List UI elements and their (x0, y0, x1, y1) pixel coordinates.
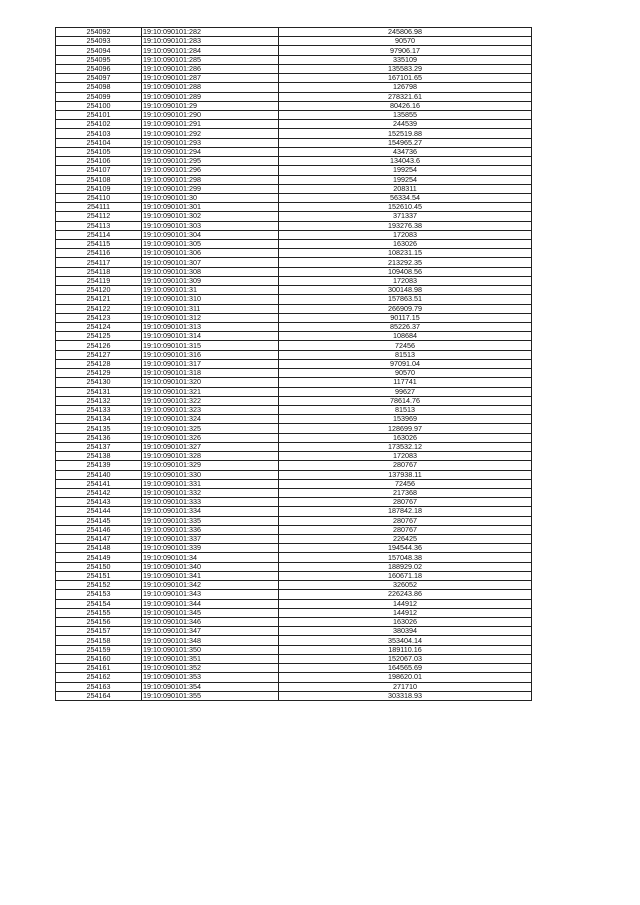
row-number-cell: 254114 (56, 230, 142, 239)
row-number-cell: 254095 (56, 55, 142, 64)
value-cell: 199254 (279, 166, 532, 175)
table-row (56, 304, 532, 313)
row-number-cell: 254117 (56, 258, 142, 267)
table-row (56, 37, 532, 46)
row-number-cell: 254135 (56, 424, 142, 433)
cadastral-number-cell: 19:10:090101:352 (142, 664, 279, 673)
cadastral-number-cell: 19:10:090101:348 (142, 636, 279, 645)
value-cell: 97091.04 (279, 359, 532, 368)
table-row (56, 286, 532, 295)
value-cell: 128699.97 (279, 424, 532, 433)
row-number-cell: 254131 (56, 387, 142, 396)
table-row (56, 608, 532, 617)
table-row (56, 129, 532, 138)
value-cell: 157048.38 (279, 553, 532, 562)
row-number-cell: 254124 (56, 323, 142, 332)
table-row (56, 581, 532, 590)
row-number-cell: 254138 (56, 452, 142, 461)
table-row (56, 405, 532, 414)
cadastral-number-cell: 19:10:090101:282 (142, 28, 279, 37)
table-row (56, 120, 532, 129)
row-number-cell: 254148 (56, 544, 142, 553)
table-row (56, 498, 532, 507)
value-cell: 153969 (279, 415, 532, 424)
cadastral-number-cell: 19:10:090101:286 (142, 64, 279, 73)
row-number-cell: 254110 (56, 193, 142, 202)
cadastral-number-cell: 19:10:090101:313 (142, 323, 279, 332)
cadastral-number-cell: 19:10:090101:306 (142, 249, 279, 258)
table-row (56, 55, 532, 64)
cadastral-number-cell: 19:10:090101:312 (142, 313, 279, 322)
cadastral-number-cell: 19:10:090101:309 (142, 276, 279, 285)
table-row (56, 212, 532, 221)
table-row (56, 295, 532, 304)
value-cell: 144912 (279, 608, 532, 617)
table-row (56, 258, 532, 267)
cadastral-number-cell: 19:10:090101:341 (142, 571, 279, 580)
row-number-cell: 254126 (56, 341, 142, 350)
value-cell: 85226.37 (279, 323, 532, 332)
table-row (56, 442, 532, 451)
table-row (56, 193, 532, 202)
cadastral-number-cell: 19:10:090101:335 (142, 516, 279, 525)
table-row (56, 599, 532, 608)
row-number-cell: 254093 (56, 37, 142, 46)
value-cell: 164565.69 (279, 664, 532, 673)
cadastral-number-cell: 19:10:090101:342 (142, 581, 279, 590)
table-row (56, 461, 532, 470)
value-cell: 152519.88 (279, 129, 532, 138)
cadastral-number-cell: 19:10:090101:321 (142, 387, 279, 396)
value-cell: 160671.18 (279, 571, 532, 580)
cadastral-number-cell: 19:10:090101:305 (142, 240, 279, 249)
table-row (56, 470, 532, 479)
row-number-cell: 254136 (56, 433, 142, 442)
row-number-cell: 254155 (56, 608, 142, 617)
table-row (56, 46, 532, 55)
value-cell: 90570 (279, 37, 532, 46)
row-number-cell: 254130 (56, 378, 142, 387)
row-number-cell: 254144 (56, 507, 142, 516)
table-row (56, 74, 532, 83)
cadastral-number-cell: 19:10:090101:294 (142, 147, 279, 156)
cadastral-number-cell: 19:10:090101:333 (142, 498, 279, 507)
table-row (56, 64, 532, 73)
row-number-cell: 254111 (56, 203, 142, 212)
cadastral-number-cell: 19:10:090101:288 (142, 83, 279, 92)
table-row (56, 332, 532, 341)
cadastral-number-cell: 19:10:090101:302 (142, 212, 279, 221)
row-number-cell: 254092 (56, 28, 142, 37)
cadastral-number-cell: 19:10:090101:343 (142, 590, 279, 599)
cadastral-number-cell: 19:10:090101:331 (142, 479, 279, 488)
table-row (56, 424, 532, 433)
table-row (56, 369, 532, 378)
row-number-cell: 254132 (56, 396, 142, 405)
row-number-cell: 254140 (56, 470, 142, 479)
cadastral-number-cell: 19:10:090101:320 (142, 378, 279, 387)
value-cell: 78614.76 (279, 396, 532, 405)
cadastral-number-cell: 19:10:090101:332 (142, 488, 279, 497)
table-row (56, 203, 532, 212)
table-row (56, 507, 532, 516)
value-cell: 99627 (279, 387, 532, 396)
cadastral-number-cell: 19:10:090101:318 (142, 369, 279, 378)
table-row (56, 110, 532, 119)
value-cell: 134043.6 (279, 157, 532, 166)
value-cell: 189110.16 (279, 645, 532, 654)
table-row (56, 323, 532, 332)
value-cell: 163026 (279, 618, 532, 627)
cadastral-number-cell: 19:10:090101:304 (142, 230, 279, 239)
value-cell: 380394 (279, 627, 532, 636)
cadastral-number-cell: 19:10:090101:290 (142, 110, 279, 119)
table-row (56, 590, 532, 599)
table-row (56, 682, 532, 691)
row-number-cell: 254133 (56, 405, 142, 414)
value-cell: 126798 (279, 83, 532, 92)
value-cell: 245806.98 (279, 28, 532, 37)
table-row (56, 92, 532, 101)
row-number-cell: 254146 (56, 525, 142, 534)
value-cell: 213292.35 (279, 258, 532, 267)
row-number-cell: 254125 (56, 332, 142, 341)
cadastral-number-cell: 19:10:090101:353 (142, 673, 279, 682)
cadastral-number-cell: 19:10:090101:285 (142, 55, 279, 64)
cadastral-number-cell: 19:10:090101:314 (142, 332, 279, 341)
row-number-cell: 254164 (56, 691, 142, 700)
row-number-cell: 254101 (56, 110, 142, 119)
cadastral-number-cell: 19:10:090101:316 (142, 350, 279, 359)
table-row (56, 618, 532, 627)
value-cell: 280767 (279, 498, 532, 507)
table-row (56, 654, 532, 663)
value-cell: 97906.17 (279, 46, 532, 55)
value-cell: 137938.11 (279, 470, 532, 479)
value-cell: 371337 (279, 212, 532, 221)
row-number-cell: 254115 (56, 240, 142, 249)
value-cell: 81513 (279, 350, 532, 359)
table-row (56, 691, 532, 700)
row-number-cell: 254157 (56, 627, 142, 636)
value-cell: 187842.18 (279, 507, 532, 516)
table-row (56, 147, 532, 156)
table-row (56, 636, 532, 645)
row-number-cell: 254113 (56, 221, 142, 230)
table-row (56, 488, 532, 497)
row-number-cell: 254118 (56, 267, 142, 276)
table-body (56, 28, 532, 701)
row-number-cell: 254151 (56, 571, 142, 580)
value-cell: 226243.86 (279, 590, 532, 599)
cadastral-number-cell: 19:10:090101:315 (142, 341, 279, 350)
cadastral-number-cell: 19:10:090101:317 (142, 359, 279, 368)
row-number-cell: 254139 (56, 461, 142, 470)
cadastral-number-cell: 19:10:090101:31 (142, 286, 279, 295)
cadastral-number-cell: 19:10:090101:344 (142, 599, 279, 608)
value-cell: 108684 (279, 332, 532, 341)
cadastral-number-cell: 19:10:090101:323 (142, 405, 279, 414)
table-row (56, 562, 532, 571)
row-number-cell: 254103 (56, 129, 142, 138)
value-cell: 90570 (279, 369, 532, 378)
value-cell: 434736 (279, 147, 532, 156)
row-number-cell: 254161 (56, 664, 142, 673)
row-number-cell: 254112 (56, 212, 142, 221)
cadastral-number-cell: 19:10:090101:299 (142, 184, 279, 193)
value-cell: 109408.56 (279, 267, 532, 276)
table-row (56, 359, 532, 368)
value-cell: 152067.03 (279, 654, 532, 663)
cadastral-number-cell: 19:10:090101:287 (142, 74, 279, 83)
value-cell: 303318.93 (279, 691, 532, 700)
value-cell: 152610.45 (279, 203, 532, 212)
value-cell: 217368 (279, 488, 532, 497)
cadastral-number-cell: 19:10:090101:324 (142, 415, 279, 424)
cadastral-number-cell: 19:10:090101:347 (142, 627, 279, 636)
row-number-cell: 254162 (56, 673, 142, 682)
row-number-cell: 254158 (56, 636, 142, 645)
value-cell: 172083 (279, 276, 532, 285)
row-number-cell: 254134 (56, 415, 142, 424)
value-cell: 280767 (279, 516, 532, 525)
value-cell: 266909.79 (279, 304, 532, 313)
row-number-cell: 254099 (56, 92, 142, 101)
cadastral-number-cell: 19:10:090101:283 (142, 37, 279, 46)
table-row (56, 28, 532, 37)
value-cell: 278321.61 (279, 92, 532, 101)
table-row (56, 83, 532, 92)
value-cell: 135855 (279, 110, 532, 119)
table-row (56, 240, 532, 249)
cadastral-number-cell: 19:10:090101:298 (142, 175, 279, 184)
table-row (56, 249, 532, 258)
row-number-cell: 254119 (56, 276, 142, 285)
value-cell: 198620.01 (279, 673, 532, 682)
row-number-cell: 254160 (56, 654, 142, 663)
value-cell: 117741 (279, 378, 532, 387)
cadastral-number-cell: 19:10:090101:284 (142, 46, 279, 55)
row-number-cell: 254127 (56, 350, 142, 359)
cadastral-number-cell: 19:10:090101:330 (142, 470, 279, 479)
row-number-cell: 254123 (56, 313, 142, 322)
table-row (56, 175, 532, 184)
row-number-cell: 254156 (56, 618, 142, 627)
data-table (55, 27, 532, 701)
value-cell: 90117.15 (279, 313, 532, 322)
table-row (56, 553, 532, 562)
row-number-cell: 254153 (56, 590, 142, 599)
row-number-cell: 254129 (56, 369, 142, 378)
cadastral-number-cell: 19:10:090101:334 (142, 507, 279, 516)
cadastral-number-cell: 19:10:090101:30 (142, 193, 279, 202)
value-cell: 157863.51 (279, 295, 532, 304)
row-number-cell: 254098 (56, 83, 142, 92)
row-number-cell: 254121 (56, 295, 142, 304)
cadastral-number-cell: 19:10:090101:351 (142, 654, 279, 663)
row-number-cell: 254120 (56, 286, 142, 295)
table-row (56, 267, 532, 276)
cadastral-number-cell: 19:10:090101:308 (142, 267, 279, 276)
row-number-cell: 254159 (56, 645, 142, 654)
row-number-cell: 254145 (56, 516, 142, 525)
cadastral-number-cell: 19:10:090101:326 (142, 433, 279, 442)
value-cell: 300148.98 (279, 286, 532, 295)
row-number-cell: 254106 (56, 157, 142, 166)
row-number-cell: 254128 (56, 359, 142, 368)
cadastral-number-cell: 19:10:090101:322 (142, 396, 279, 405)
cadastral-number-cell: 19:10:090101:34 (142, 553, 279, 562)
row-number-cell: 254163 (56, 682, 142, 691)
table-row (56, 627, 532, 636)
row-number-cell: 254094 (56, 46, 142, 55)
value-cell: 280767 (279, 525, 532, 534)
value-cell: 188929.02 (279, 562, 532, 571)
cadastral-number-cell: 19:10:090101:293 (142, 138, 279, 147)
table-row (56, 544, 532, 553)
cadastral-number-cell: 19:10:090101:340 (142, 562, 279, 571)
row-number-cell: 254107 (56, 166, 142, 175)
row-number-cell: 254142 (56, 488, 142, 497)
table-row (56, 673, 532, 682)
cadastral-number-cell: 19:10:090101:311 (142, 304, 279, 313)
table-row (56, 184, 532, 193)
cadastral-number-cell: 19:10:090101:303 (142, 221, 279, 230)
table-row (56, 396, 532, 405)
cadastral-number-cell: 19:10:090101:336 (142, 525, 279, 534)
table-row (56, 350, 532, 359)
cadastral-number-cell: 19:10:090101:329 (142, 461, 279, 470)
row-number-cell: 254109 (56, 184, 142, 193)
cadastral-number-cell: 19:10:090101:345 (142, 608, 279, 617)
row-number-cell: 254152 (56, 581, 142, 590)
value-cell: 271710 (279, 682, 532, 691)
value-cell: 144912 (279, 599, 532, 608)
value-cell: 335109 (279, 55, 532, 64)
table-row (56, 157, 532, 166)
row-number-cell: 254096 (56, 64, 142, 73)
value-cell: 163026 (279, 433, 532, 442)
value-cell: 208311 (279, 184, 532, 193)
row-number-cell: 254150 (56, 562, 142, 571)
cadastral-number-cell: 19:10:090101:337 (142, 535, 279, 544)
table-row (56, 313, 532, 322)
value-cell: 72456 (279, 341, 532, 350)
row-number-cell: 254122 (56, 304, 142, 313)
value-cell: 173532.12 (279, 442, 532, 451)
value-cell: 108231.15 (279, 249, 532, 258)
table-row (56, 516, 532, 525)
cadastral-number-cell: 19:10:090101:307 (142, 258, 279, 267)
cadastral-number-cell: 19:10:090101:350 (142, 645, 279, 654)
cadastral-number-cell: 19:10:090101:291 (142, 120, 279, 129)
row-number-cell: 254143 (56, 498, 142, 507)
table-row (56, 452, 532, 461)
table-row (56, 341, 532, 350)
table-row (56, 230, 532, 239)
cadastral-number-cell: 19:10:090101:289 (142, 92, 279, 101)
table-row (56, 101, 532, 110)
value-cell: 172083 (279, 230, 532, 239)
value-cell: 72456 (279, 479, 532, 488)
row-number-cell: 254141 (56, 479, 142, 488)
row-number-cell: 254097 (56, 74, 142, 83)
cadastral-number-cell: 19:10:090101:328 (142, 452, 279, 461)
table-row (56, 479, 532, 488)
value-cell: 154965.27 (279, 138, 532, 147)
table-row (56, 664, 532, 673)
value-cell: 163026 (279, 240, 532, 249)
cadastral-number-cell: 19:10:090101:295 (142, 157, 279, 166)
table-row (56, 525, 532, 534)
row-number-cell: 254116 (56, 249, 142, 258)
row-number-cell: 254137 (56, 442, 142, 451)
table-row (56, 645, 532, 654)
table-row (56, 378, 532, 387)
cadastral-number-cell: 19:10:090101:327 (142, 442, 279, 451)
value-cell: 81513 (279, 405, 532, 414)
cadastral-number-cell: 19:10:090101:296 (142, 166, 279, 175)
value-cell: 194544.36 (279, 544, 532, 553)
table-row (56, 166, 532, 175)
table-row (56, 221, 532, 230)
table-row (56, 571, 532, 580)
row-number-cell: 254108 (56, 175, 142, 184)
row-number-cell: 254154 (56, 599, 142, 608)
value-cell: 80426.16 (279, 101, 532, 110)
value-cell: 172083 (279, 452, 532, 461)
value-cell: 199254 (279, 175, 532, 184)
value-cell: 226425 (279, 535, 532, 544)
value-cell: 280767 (279, 461, 532, 470)
value-cell: 56334.54 (279, 193, 532, 202)
table-row (56, 387, 532, 396)
value-cell: 135583.29 (279, 64, 532, 73)
row-number-cell: 254100 (56, 101, 142, 110)
row-number-cell: 254149 (56, 553, 142, 562)
row-number-cell: 254105 (56, 147, 142, 156)
cadastral-number-cell: 19:10:090101:355 (142, 691, 279, 700)
cadastral-number-cell: 19:10:090101:292 (142, 129, 279, 138)
table-row (56, 433, 532, 442)
cadastral-number-cell: 19:10:090101:301 (142, 203, 279, 212)
value-cell: 193276.38 (279, 221, 532, 230)
value-cell: 244539 (279, 120, 532, 129)
value-cell: 326052 (279, 581, 532, 590)
cadastral-number-cell: 19:10:090101:310 (142, 295, 279, 304)
cadastral-number-cell: 19:10:090101:29 (142, 101, 279, 110)
value-cell: 353404.14 (279, 636, 532, 645)
value-cell: 167101.65 (279, 74, 532, 83)
cadastral-number-cell: 19:10:090101:346 (142, 618, 279, 627)
table-row (56, 276, 532, 285)
row-number-cell: 254147 (56, 535, 142, 544)
table-row (56, 535, 532, 544)
row-number-cell: 254102 (56, 120, 142, 129)
cadastral-number-cell: 19:10:090101:325 (142, 424, 279, 433)
row-number-cell: 254104 (56, 138, 142, 147)
cadastral-number-cell: 19:10:090101:339 (142, 544, 279, 553)
table-row (56, 138, 532, 147)
table-row (56, 415, 532, 424)
cadastral-number-cell: 19:10:090101:354 (142, 682, 279, 691)
